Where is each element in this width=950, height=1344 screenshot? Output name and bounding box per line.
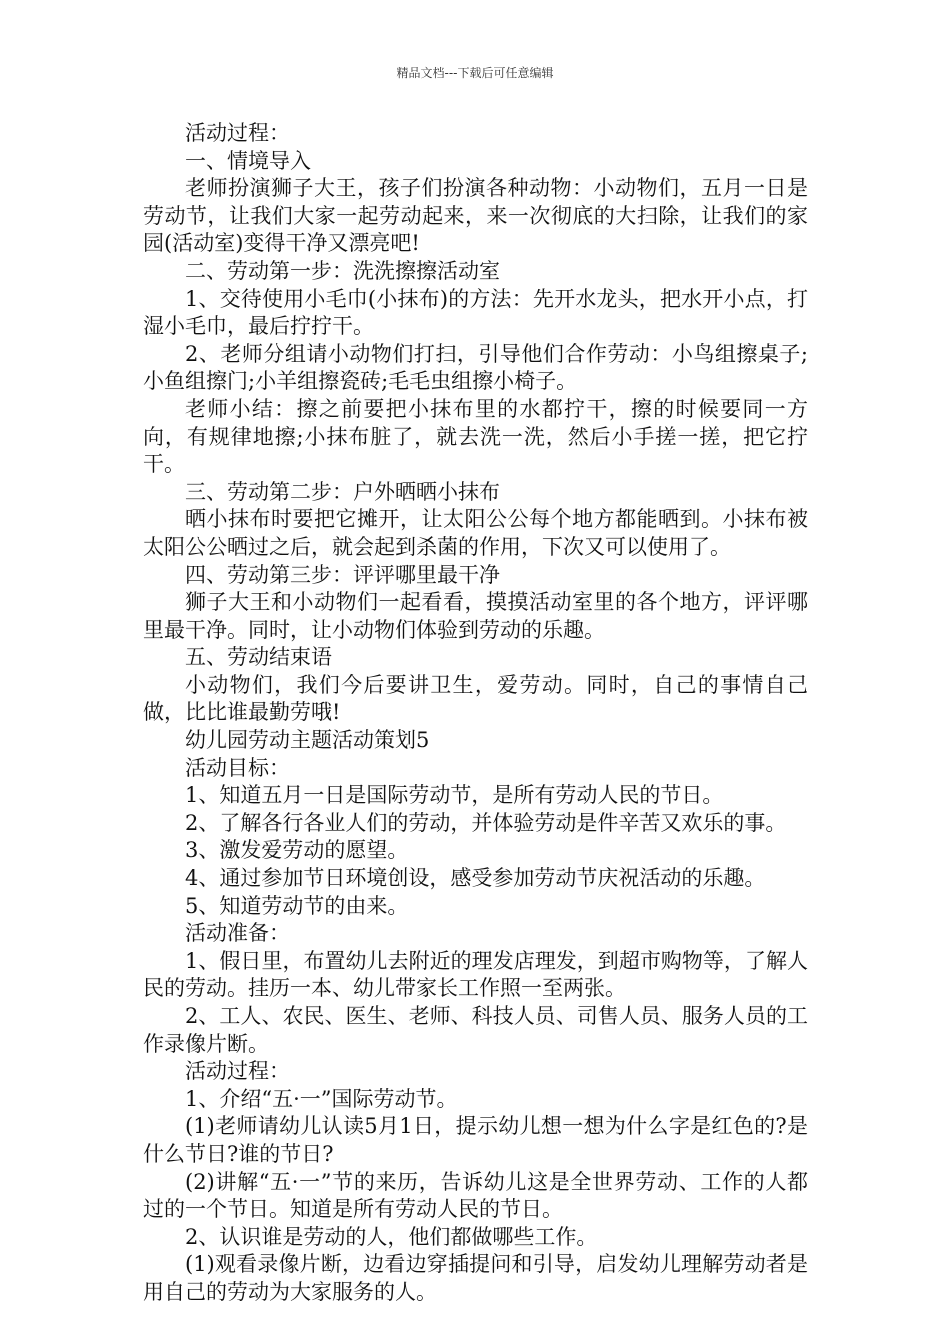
paragraph: 老师扮演狮子大王，孩子们扮演各种动物：小动物们，五月一日是劳动节，让我们大家一起劳动起来，来一次彻底的大扫除，让我们的家园(活动室)变得干净又漂亮吧! — [143, 176, 808, 256]
section-heading: 一、情境导入 — [185, 148, 311, 173]
paragraph: 晒小抹布时要把它摊开，让太阳公公每个地方都能晒到。小抹布被太阳公公晒过之后，就会起到杀菌的作用，下次又可以使用了。 — [143, 507, 808, 559]
paragraph: 老师小结：擦之前要把小抹布里的水都拧干，擦的时候要同一方向，有规律地擦;小抹布脏了，就去洗一洗，然后小手搓一搓，把它拧干。 — [143, 396, 808, 477]
list-item: 4、通过参加节日环境创设，感受参加劳动节庆祝活动的乐趣。 — [185, 866, 766, 891]
list-item: 2、工人、农民、医生、老师、科技人员、司售人员、服务人员的工作录像片断。 — [143, 1004, 808, 1056]
section-heading: 四、劳动第三步：评评哪里最干净 — [185, 562, 500, 587]
list-item: 1、知道五月一日是国际劳动节，是所有劳动人民的节日。 — [185, 783, 724, 808]
paragraph: 1、交待使用小毛巾(小抹布)的方法：先开水龙头，把水开小点，打湿小毛巾，最后拧拧干。 — [143, 286, 808, 339]
paragraph: 小动物们，我们今后要讲卫生，爱劳动。同时，自己的事情自己做，比比谁最勤劳哦! — [143, 672, 808, 725]
section-heading: 二、劳动第一步：洗洗擦擦活动室 — [185, 258, 500, 283]
paragraph: 狮子大王和小动物们一起看看，摸摸活动室里的各个地方，评评哪里最干净。同时，让小动物们体验到劳动的乐趣。 — [143, 590, 808, 642]
document-title: 幼儿园劳动主题活动策划5 — [185, 728, 430, 753]
paragraph: 活动过程： — [185, 121, 290, 145]
section-heading: 活动目标： — [185, 755, 290, 780]
list-item: (1)观看录像片断，边看边穿插提问和引导，启发幼儿理解劳动者是用自己的劳动为大家服务的人。 — [143, 1252, 808, 1304]
paragraph: 2、老师分组请小动物们打扫，引导他们合作劳动：小鸟组擦桌子;小鱼组擦门;小羊组擦瓷砖;毛毛虫组擦小椅子。 — [143, 341, 808, 394]
list-item: 3、激发爱劳动的愿望。 — [185, 838, 409, 863]
list-item: (1)老师请幼儿认读5月1日，提示幼儿想一想为什么字是红色的?是什么节日?谁的节日? — [143, 1114, 808, 1166]
document-body — [143, 120, 808, 1307]
list-item: 2、认识谁是劳动的人，他们都做哪些工作。 — [185, 1224, 598, 1249]
page-header: 精品文档---下载后可任意编辑 — [396, 66, 554, 80]
list-item: 1、介绍“五·一”国际劳动节。 — [185, 1086, 458, 1111]
list-item: 1、假日里，布置幼儿去附近的理发店理发，到超市购物等，了解人民的劳动。挂历一本、幼儿带家长工作照一至两张。 — [143, 948, 808, 1001]
list-item: (2)讲解“五·一”节的来历，告诉幼儿这是全世界劳动、工作的人都过的一个节日。知道是所有劳动人民的节日。 — [143, 1169, 808, 1222]
section-heading: 五、劳动结束语 — [185, 645, 332, 670]
list-item: 5、知道劳动节的由来。 — [185, 893, 409, 918]
section-heading: 活动准备： — [185, 921, 290, 946]
section-heading: 三、劳动第二步：户外晒晒小抹布 — [185, 479, 500, 504]
section-heading: 活动过程： — [185, 1059, 290, 1084]
list-item: 2、了解各行各业人们的劳动，并体验劳动是件辛苦又欢乐的事。 — [185, 810, 787, 835]
